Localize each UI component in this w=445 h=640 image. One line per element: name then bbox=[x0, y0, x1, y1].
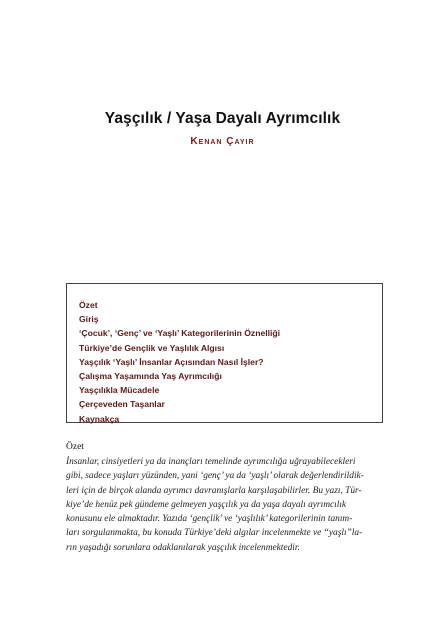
abstract-heading: Özet bbox=[66, 442, 84, 452]
toc-item-calisma-yasami[interactable]: Çalışma Yaşamında Yaş Ayrımcılığı bbox=[79, 371, 222, 382]
abstract-line: konusunu ele almaktadır. Yazıda ‘gençlik’ ve ‘yaşlılık’ kategorilerinin tanım- bbox=[66, 514, 353, 525]
abstract-line: gibi, sadece yaşları yüzünden, yani ‘genç’ ya da ‘yaşlı’ olarak değerlendirildik- bbox=[66, 471, 364, 482]
toc-item-ozet[interactable]: Özet bbox=[79, 300, 98, 310]
toc-item-kategoriler[interactable]: ‘Çocuk’, ‘Genç’ ve ‘Yaşlı’ Kategorilerinin Öznelliği bbox=[79, 328, 281, 339]
abstract-line: kiye’de henüz pek gündeme gelmeyen yaşçılık ya da yaşa dayalı ayrımcılık bbox=[66, 499, 347, 510]
author-name: Kenan Çayır bbox=[190, 136, 255, 147]
toc-item-turkiye-algisi[interactable]: Türkiye’de Gençlik ve Yaşlılık Algısı bbox=[79, 342, 225, 353]
abstract-line: İnsanlar, cinsiyetleri ya da inançları temelinde ayrımcılığa uğrayabilecekleri bbox=[66, 457, 356, 467]
abstract-section bbox=[66, 441, 386, 555]
toc-item-kaynakca[interactable]: Kaynakça bbox=[79, 413, 120, 424]
toc-item-mucadele[interactable]: Yaşçılıkla Mücadele bbox=[79, 385, 160, 396]
toc-item-giris[interactable]: Giriş bbox=[79, 314, 99, 325]
toc-item-cerceveden-tasanlar[interactable]: Çerçeveden Taşanlar bbox=[79, 399, 165, 410]
abstract-line: ları sorgulanmakta, bu konuda Türkiye’deki algılar incelenmekte ve “yaşlı”la- bbox=[66, 528, 363, 539]
abstract-line: leri için de birçok alanda ayrımcı davranışlarla karşılaşabilirler. Bu yazı, Tür- bbox=[66, 485, 362, 496]
abstract-line: rın yaşadığı sorunlara odaklanılarak yaşçılık incelenmektedir. bbox=[66, 542, 300, 553]
chapter-title: Yaşçılık / Yaşa Dayalı Ayrımcılık bbox=[104, 110, 341, 127]
toc-item-yaslilar[interactable]: Yaşçılık ‘Yaşlı’ İnsanlar Açısından Nasıl İşler? bbox=[79, 356, 264, 367]
table-of-contents bbox=[66, 283, 383, 423]
